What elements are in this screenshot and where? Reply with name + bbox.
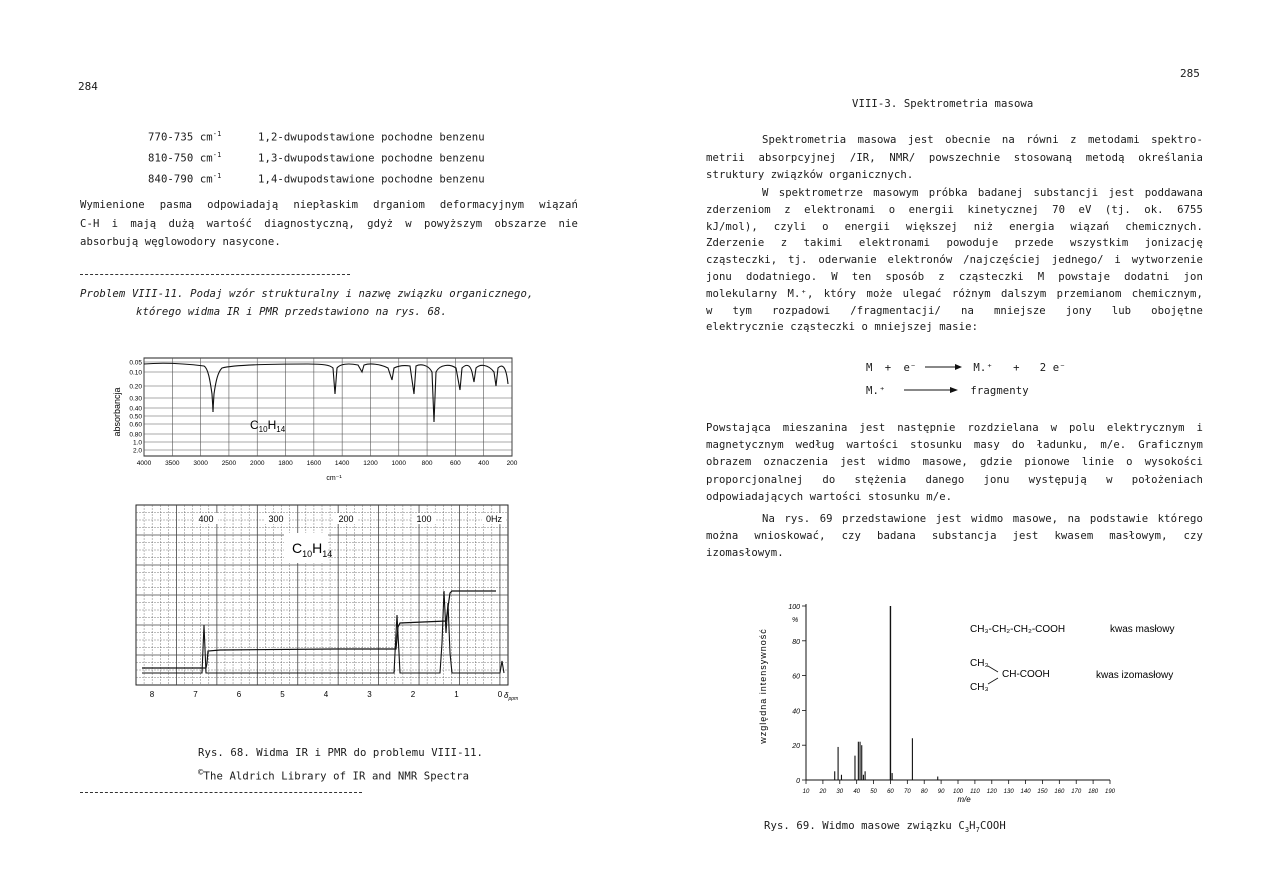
eq-term: fragmenty: [970, 385, 1029, 397]
ms-percent-label: %: [792, 617, 799, 624]
eq-plus: +: [884, 362, 892, 374]
problem-line: Problem VIII-11. Podaj wzór strukturalny i nazwę związku organicznego,: [80, 288, 534, 300]
text-line: kJ/mol), czyli o energii większej niż energia wiązań chemicznych.: [706, 220, 1203, 233]
fig69-caption: [764, 820, 1006, 834]
isobutyric-main-chain: CH-COOH: [1002, 669, 1050, 680]
text-line: metrii absorpcyjnej /IR, NMR/ powszechnie stosowaną metodą określania: [706, 151, 1203, 164]
ir-x-tick-label: 400: [478, 460, 490, 467]
ir-y-axis-label: absorbancja: [112, 387, 122, 437]
ms-x-tick-label: 160: [1054, 789, 1065, 795]
ms-x-tick-label: 180: [1088, 789, 1099, 795]
ir-x-tick-label: 200: [506, 460, 518, 467]
ir-x-tick-label: 600: [449, 460, 461, 467]
caption-text: H: [969, 820, 976, 832]
ir-x-tick-label: 800: [421, 460, 433, 467]
butyric-acid-formula: CH₃-CH₂-CH₂-COOH: [970, 624, 1066, 635]
divider-bottom: [80, 792, 362, 793]
text-line: magnetycznym według wartości stosunku masy do ładunku, m/e. Graficznym: [706, 439, 1203, 452]
pmr-top-label: 300: [268, 514, 284, 524]
ms-x-ticks: [803, 780, 1116, 795]
ir-formula: $C_{10}H_{14}$: [250, 418, 286, 434]
pmr-unit-label: $\delta_{ppm}$: [504, 691, 519, 702]
band-desc: 1,2-dwupodstawione pochodne benzenu: [258, 131, 485, 144]
text-line: C-H i mają dużą wartość diagnostyczną, gdyż w powyższym obszarze nie: [80, 217, 578, 230]
ms-y-tick-label: 80: [792, 638, 800, 646]
text-line: Spektrometria masowa jest obecnie na równi z metodami spektro-: [762, 134, 1203, 146]
text-line: można wnioskować, czy badana substancja jest kwasem masłowym, czy: [706, 530, 1203, 543]
ir-x-tick-label: 2000: [249, 460, 265, 467]
page-number-right: 285: [1180, 67, 1200, 80]
band-unit-sup: -1: [212, 130, 222, 138]
band-desc: 1,3-dwupodstawione pochodne benzenu: [258, 152, 485, 165]
caption-sub: 3: [964, 826, 970, 835]
ms-x-tick-label: 150: [1037, 789, 1048, 795]
ms-y-tick-label: 100: [788, 604, 800, 611]
text-line: odpowiadających wartości stosunku m/e.: [706, 490, 953, 503]
ir-x-tick-label: 1200: [363, 460, 378, 467]
ir-spectrum-chart: [108, 350, 526, 486]
ir-y-tick-label: 0.05: [129, 359, 142, 367]
ms-y-tick-label: 0: [796, 778, 800, 785]
ir-x-tick-label: 1800: [278, 460, 293, 467]
ms-x-tick-label: 60: [887, 789, 894, 795]
question-paragraph: [706, 511, 1203, 563]
eq-arrow: [902, 385, 964, 397]
ir-y-tick-label: 0.40: [129, 405, 142, 413]
pmr-bottom-labels: [150, 690, 518, 702]
ir-x-tick-label: 3500: [165, 460, 180, 467]
ms-x-tick-label: 50: [870, 789, 877, 795]
ir-x-tick-label: 1400: [334, 460, 350, 467]
isobutyric-bond-bottom: [988, 678, 998, 684]
band-range: 770-735 cm: [148, 131, 213, 144]
ionization-equation: [866, 362, 1066, 374]
left-paragraph: [80, 196, 578, 252]
pmr-bottom-label: 7: [193, 690, 198, 699]
ir-y-tick-label: 0.30: [129, 395, 142, 403]
isobutyric-bond-top: [988, 666, 998, 672]
text-line: jonu dodatniego. W ten sposób z cząsteczki M powstaje dodatni jon: [706, 270, 1203, 283]
ir-x-tick-label: 1000: [391, 460, 407, 467]
text-line: elektrycznie cząsteczki o mniejszej masie:: [706, 321, 979, 334]
divider-top: [80, 274, 350, 275]
text-line: Wymienione pasma odpowiadają niepłaskim drganiom deformacyjnym wiązań: [80, 199, 578, 211]
ms-x-tick-label: 20: [819, 789, 827, 795]
ms-x-tick-label: 90: [937, 789, 945, 795]
pmr-grid: [136, 505, 508, 685]
band-row: [148, 168, 485, 189]
band-desc: 1,4-dwupodstawione pochodne benzenu: [258, 173, 485, 186]
isobutyric-ch3-bottom: CH₃: [970, 682, 989, 693]
ms-x-tick-label: 100: [952, 789, 964, 795]
method-paragraph: [706, 185, 1203, 336]
text-line: Zderzenie z takimi elektronami powoduje przede wszystkim jonizację: [706, 237, 1203, 250]
eq-plus: +: [1013, 362, 1020, 374]
text-line: Powstająca mieszanina jest następnie rozdzielana w polu elektrycznym i: [706, 422, 1203, 434]
pmr-signal-trace: [142, 591, 504, 673]
caption-line: The Aldrich Library of IR and NMR Spectra: [203, 770, 470, 783]
caption-line: Rys. 68. Widma IR i PMR do problemu VIII-11.: [198, 747, 484, 759]
pmr-bottom-label: 3: [367, 690, 372, 699]
pmr-bottom-label: 6: [236, 690, 242, 699]
section-title: VIII-3. Spektrometria masowa: [852, 98, 1034, 110]
fig68-caption: [198, 743, 483, 787]
pmr-top-label: 400: [198, 514, 214, 524]
text-line: zderzeniom z elektronami o energii kinetycznej 70 eV (tj. ok. 6755: [706, 203, 1203, 216]
ms-x-tick-label: 140: [1020, 789, 1031, 795]
ir-y-tick-label: 0.20: [129, 383, 142, 391]
text-line: Na rys. 69 przedstawione jest widmo masowe, na podstawie którego: [762, 513, 1203, 525]
text-line: molekularny M.⁺, który może ulegać różnym dalszym przemianom chemicznym,: [706, 287, 1203, 300]
mass-spectrum-chart: [754, 596, 1214, 812]
ms-x-axis-label: m/e: [957, 795, 971, 804]
text-line: obrazem oznaczenia jest widmo masowe, gdzie pionowe linie o wysokości: [706, 456, 1203, 469]
ms-x-tick-label: 70: [903, 789, 911, 795]
ir-y-ticks: [129, 360, 142, 455]
ms-x-tick-label: 30: [836, 789, 844, 795]
isobutyric-acid-name: kwas izomasłowy: [1096, 670, 1174, 681]
caption-sub: 7: [975, 826, 980, 835]
ms-y-tick-label: 40: [792, 708, 800, 716]
text-line: W spektrometrze masowym próbka badanej substancji jest poddawana: [762, 187, 1203, 199]
intro-paragraph: [706, 132, 1203, 185]
ms-x-tick-label: 40: [853, 789, 861, 795]
copyright-symbol: ©: [198, 768, 204, 778]
pmr-bottom-label: 8: [149, 690, 155, 699]
ir-y-tick-label: 0.60: [129, 421, 142, 429]
ir-x-axis-label: cm⁻¹: [326, 475, 342, 482]
text-line: w tym rozpadowi /fragmentacji/ na mniejsze jony lub obojętne: [706, 304, 1203, 317]
ms-y-axis-label: względna intensywność: [758, 628, 768, 744]
text-line: proporcjonalnej do stężenia danego jonu występują w położeniach: [706, 473, 1203, 486]
ms-x-tick-label: 190: [1104, 789, 1116, 795]
pmr-top-label: 100: [416, 514, 432, 524]
band-unit-sup: -1: [212, 172, 222, 181]
caption-text: Rys. 69. Widmo masowe związku C: [764, 820, 965, 832]
ms-y-ticks: [788, 604, 806, 785]
ir-y-tick-label: 1.0: [132, 439, 142, 447]
text-line: izomasłowym.: [706, 547, 784, 560]
text-line: struktury związków organicznych.: [706, 169, 914, 182]
caption-text: COOH: [979, 820, 1006, 832]
ir-y-tick-label: 0.10: [129, 369, 142, 377]
ir-x-tick-label: 4000: [136, 460, 152, 467]
ir-x-tick-label: 3000: [193, 460, 208, 467]
fragmentation-equation: [866, 385, 1029, 397]
pmr-bottom-label: 5: [280, 690, 285, 699]
pmr-bottom-label: 4: [323, 690, 329, 699]
ir-y-tick-label: 0.50: [129, 413, 142, 421]
band-range: 840-790 cm: [148, 173, 213, 186]
eq-arrow: [923, 362, 967, 374]
eq-term: e⁻: [903, 362, 917, 374]
ms-x-tick-label: 120: [986, 789, 997, 795]
ms-x-tick-label: 10: [802, 789, 810, 795]
problem-line: którego widma IR i PMR przedstawiono na rys. 68.: [136, 306, 447, 318]
butyric-acid-name: kwas masłowy: [1110, 624, 1175, 635]
eq-term: M.⁺: [866, 385, 886, 397]
ms-y-tick-label: 20: [792, 743, 800, 751]
isobutyric-ch3-top: CH₃: [970, 658, 989, 669]
eq-term: M.⁺: [973, 362, 993, 374]
ir-x-tick-label: 2500: [221, 460, 237, 467]
ms-x-tick-label: 170: [1071, 789, 1082, 795]
band-unit-sup: -1: [212, 151, 222, 160]
ms-x-tick-label: 130: [1003, 789, 1014, 795]
pmr-bottom-label: 1: [454, 690, 459, 699]
ir-y-tick-label: 0.80: [129, 431, 142, 439]
text-line: cząsteczki, tj. oderwanie elektronów /najczęściej jednego/ i wytworzenie: [706, 254, 1203, 267]
ir-y-tick-label: 2.0: [132, 447, 142, 455]
band-range: 810-750 cm: [148, 152, 213, 165]
separation-paragraph: [706, 420, 1203, 506]
ir-x-ticks: [137, 460, 518, 467]
pmr-spectrum-chart: [134, 503, 519, 702]
band-row: [148, 126, 485, 147]
ir-band-table: [148, 126, 485, 189]
pmr-top-label: 200: [338, 514, 354, 524]
eq-term: M: [866, 362, 873, 374]
pmr-formula: $C_{10}H_{14}$: [292, 540, 333, 559]
problem-statement: [80, 285, 533, 321]
eq-term: 2 e⁻: [1039, 362, 1066, 374]
pmr-bottom-label: 0: [497, 690, 503, 699]
ms-y-tick-label: 60: [792, 673, 800, 681]
text-line: absorbują węglowodory nasycone.: [80, 236, 281, 248]
ir-x-tick-label: 1600: [306, 460, 322, 467]
ms-peaks: [835, 606, 938, 780]
pmr-bottom-label: 2: [410, 690, 416, 699]
ms-x-tick-label: 80: [920, 789, 928, 795]
band-row: [148, 147, 485, 168]
ms-x-tick-label: 110: [970, 789, 980, 795]
pmr-top-label: 0Hz: [485, 514, 503, 524]
page-number-left: 284: [78, 80, 98, 93]
